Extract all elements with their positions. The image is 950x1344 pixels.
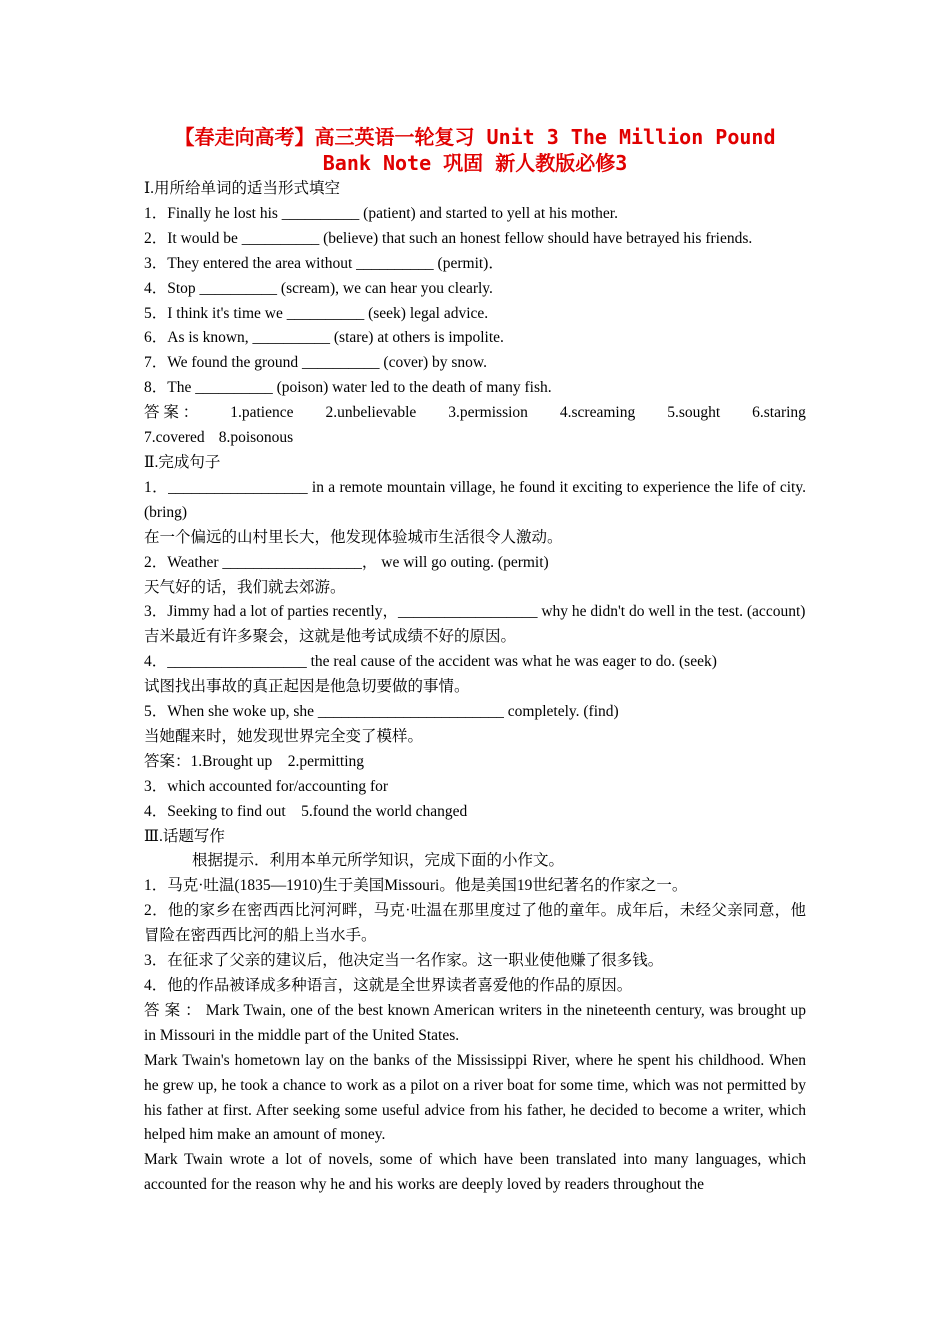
answer-item: 3.permission bbox=[448, 404, 528, 422]
exercise-item: 2．It would be __________ (believe) that such an honest fellow should have betrayed his friends. bbox=[144, 229, 753, 247]
answer-paragraph: Mark Twain's hometown lay on the banks of the Mississippi River, where he spent his childhood. When he grew up, he took a chance to work as a pilot on a river boat for some time, which was not permitted by his father at first. After seeking some useful advice from his father, he decided to become a writer, which helped him make an amount of money. bbox=[144, 1051, 806, 1144]
sentence-item-zh: 天气好的话，我们就去郊游。 bbox=[144, 578, 346, 596]
section-2-heading: Ⅱ.完成句子 bbox=[144, 453, 221, 471]
sentence-item-zh: 试图找出事故的真正起因是他急切要做的事情。 bbox=[144, 678, 470, 696]
prompt-item: 3．在征求了父亲的建议后，他决定当一名作家。这一职业使他赚了很多钱。 bbox=[144, 952, 664, 970]
section-1 bbox=[144, 177, 806, 451]
answer-item: 1.patience bbox=[230, 404, 294, 422]
section-2-answer: 答案：1.Brought up 2.permitting bbox=[144, 752, 365, 770]
answer-item: 7.covered bbox=[144, 429, 205, 447]
sentence-item-zh: 当她醒来时，她发现世界完全变了模样。 bbox=[144, 727, 424, 745]
answer-label: 答 案 ： bbox=[144, 404, 199, 422]
document-title bbox=[134, 124, 816, 176]
exercise-item: 4．Stop __________ (scream), we can hear you clearly. bbox=[144, 279, 493, 297]
section-2-answer: 3．which accounted for/accounting for bbox=[144, 777, 389, 795]
exercise-item: 7．We found the ground __________ (cover) by snow. bbox=[144, 354, 487, 372]
answer-item: 4.screaming bbox=[559, 404, 636, 422]
exercise-item: 1．Finally he lost his __________ (patient) and started to yell at his mother. bbox=[144, 204, 618, 222]
prompt-item: 1．马克·吐温(1835—1910)生于美国Missouri。他是美国19世纪著名的作家之一。 bbox=[144, 877, 688, 895]
section-3-intro: 根据提示．利用本单元所学知识，完成下面的小作文。 bbox=[192, 852, 565, 870]
exercise-item: 6．As is known, __________ (stare) at others is impolite. bbox=[144, 329, 504, 347]
section-1-answers-cont bbox=[144, 426, 806, 451]
sentence-item-en: 5．When she woke up, she ________________________ completely. (find) bbox=[144, 703, 619, 721]
sentence-item-zh: 吉米最近有许多聚会，这就是他考试成绩不好的原因。 bbox=[144, 628, 517, 646]
document-page bbox=[144, 124, 806, 1198]
section-1-heading: Ⅰ.用所给单词的适当形式填空 bbox=[144, 180, 340, 197]
answer-item: 5.sought bbox=[667, 404, 721, 422]
answer-item: 6.staring bbox=[752, 404, 806, 422]
title-line-2: Bank Note 巩固 新人教版必修3 bbox=[322, 151, 628, 175]
answer-item: 8.poisonous bbox=[218, 429, 294, 447]
answer-item: 2.unbelievable bbox=[325, 404, 417, 422]
answer-paragraph: Mark Twain wrote a lot of novels, some of which have been translated into many languages, which accounted for the reason why he and his works are deeply loved by readers throughout the bbox=[144, 1151, 806, 1194]
section-2-answer: 4．Seeking to find out 5.found the world changed bbox=[144, 802, 468, 820]
sentence-item-en: 2．Weather __________________， we will go outing. (permit) bbox=[144, 553, 549, 571]
section-3-heading: Ⅲ.话题写作 bbox=[144, 827, 225, 845]
sentence-item-en: 3．Jimmy had a lot of parties recently，__________________ why he didn't do well in the test. (account) bbox=[144, 603, 806, 621]
answer-paragraph: 答 案 ： Mark Twain, one of the best known American writers in the nineteenth century, was brought up in Missouri in the middle part of the United States. bbox=[144, 1001, 806, 1044]
sentence-item-en: 4．__________________ the real cause of the accident was what he was eager to do. (seek) bbox=[144, 653, 717, 671]
section-3 bbox=[144, 825, 806, 1199]
section-2 bbox=[144, 451, 806, 825]
sentence-item-zh: 在一个偏远的山村里长大，他发现体验城市生活很令人激动。 bbox=[144, 528, 563, 546]
prompt-item: 4．他的作品被译成多种语言，这就是全世界读者喜爱他的作品的原因。 bbox=[144, 977, 633, 994]
sentence-item-en: 1．__________________ in a remote mountain village, he found it exciting to experience the life of city. (bring) bbox=[144, 478, 806, 521]
title-line-1: 【春走向高考】高三英语一轮复习 Unit 3 The Million Pound bbox=[174, 125, 776, 149]
exercise-item: 8．The __________ (poison) water led to the death of many fish. bbox=[144, 379, 552, 397]
section-1-answers bbox=[144, 401, 806, 426]
prompt-item: 2．他的家乡在密西西比河河畔，马克·吐温在那里度过了他的童年。成年后，未经父亲同意，他冒险在密西西比河的船上当水手。 bbox=[144, 902, 806, 945]
exercise-item: 5．I think it's time we __________ (seek) legal advice. bbox=[144, 304, 489, 322]
exercise-item: 3．They entered the area without __________ (permit)． bbox=[144, 254, 504, 272]
